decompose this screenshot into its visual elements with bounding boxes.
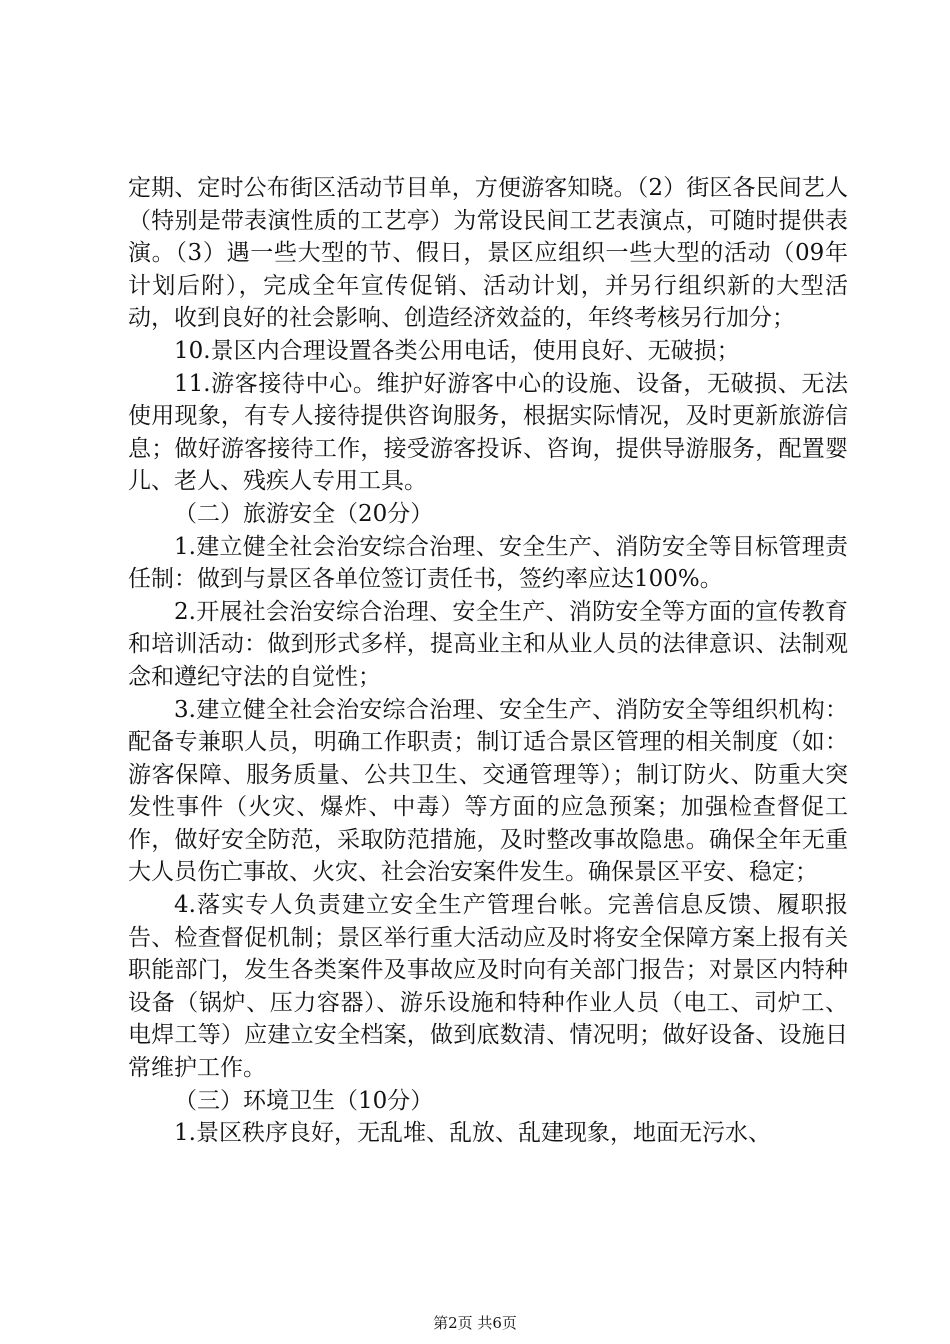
paragraph-hygiene-1: 1.景区秩序良好，无乱堆、乱放、乱建现象，地面无污水、 [174,1120,771,1147]
paragraph-safety-3: 3.建立健全社会治安综合治理、安全生产、消防安全等组织机构：配备专兼职人员，明确工作职责；制订适合景区管理的相关制度（如：游客保障、服务质量、公共卫生、交通管理等）；制订防火、防重大突发性事件（火灾、爆炸、中毒）等方面的应急预案；加强检查督促工作，做好安全防范，采取防范措施，及时整改事故隐患。确保全年无重大人员伤亡事故、火灾、社会治安案件发生。确保景区平安、稳定； [128,696,848,886]
section-heading-safety: （二）旅游安全（20分） [174,500,434,527]
paragraph-item-11: 11.游客接待中心。维护好游客中心的设施、设备，无破损、无法使用现象，有专人接待提供咨询服务，根据实际情况，及时更新旅游信息；做好游客接待工作，接受游客投诉、咨询，提供导游服务，配置婴儿、老人、残疾人专用工具。 [128,370,848,495]
section-heading-hygiene: （三）环境卫生（10分） [174,1087,434,1114]
document-body [128,172,848,1150]
paragraph-item-10: 10.景区内合理设置各类公用电话，使用良好、无破损； [174,337,740,364]
paragraph-safety-4: 4.落实专人负责建立安全生产管理台帐。完善信息反馈、履职报告、检查督促机制；景区举行重大活动应及时将安全保障方案上报有关职能部门，发生各类案件及事故应及时向有关部门报告；对景区内特种设备（锅炉、压力容器）、游乐设施和特种作业人员（电工、司炉工、电焊工等）应建立安全档案，做到底数清、情况明；做好设备、设施日常维护工作。 [128,892,848,1082]
paragraph-safety-1: 1.建立健全社会治安综合治理、安全生产、消防安全等目标管理责任制：做到与景区各单位签订责任书，签约率应达100%。 [128,533,848,593]
page-number-footer: 第2页 共6页 [433,1314,517,1332]
paragraph-safety-2: 2.开展社会治安综合治理、安全生产、消防安全等方面的宣传教育和培训活动：做到形式多样，提高业主和从业人员的法律意识、法制观念和遵纪守法的自觉性； [128,598,848,690]
paragraph-continuation: 定期、定时公布街区活动节目单，方便游客知晓。（2）街区各民间艺人（特别是带表演性质的工艺亭）为常设民间工艺表演点，可随时提供表演。（3）遇一些大型的节、假日，景区应组织一些大型的活动（09年计划后附），完成全年宣传促销、活动计划，并另行组织新的大型活动，收到良好的社会影响、创造经济效益的，年终考核另行加分； [128,175,848,332]
